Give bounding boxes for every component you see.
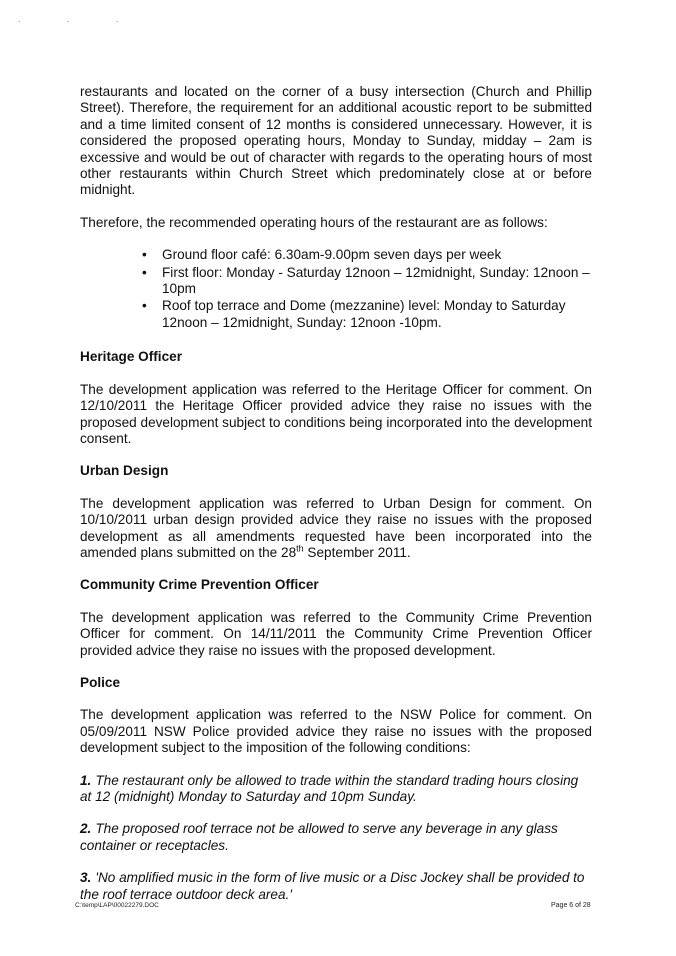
- bullet-icon: •: [142, 264, 147, 280]
- urban-design-text-end: September 2011.: [303, 544, 411, 560]
- list-item: [142, 247, 592, 263]
- urban-design-text: The development application was referred to Urban Design for comment. On 10/10/2011 urban design provided advice they raise no issues with the proposed development as all amendments requested have been incorporated into the amended plans submitted on the 28: [80, 495, 592, 560]
- urban-design-heading: Urban Design: [80, 463, 169, 479]
- crime-prevention-body: The development application was referred to the Community Crime Prevention Officer for comment. On 14/11/2011 the Community Crime Prevention Officer provided advice they raise no issues with the proposed development.: [80, 609, 592, 658]
- police-condition: [80, 821, 592, 854]
- list-item: [142, 265, 592, 298]
- condition-number: 1.: [80, 772, 92, 788]
- bullet-icon: •: [142, 247, 147, 263]
- bullet-icon: •: [142, 298, 147, 314]
- police-heading: Police: [80, 674, 121, 690]
- police-condition: [80, 773, 592, 806]
- police-condition: [80, 870, 592, 903]
- condition-text: 'No amplified music in the form of live music or a Disc Jockey shall be provided to the roof terrace outdoor deck area.': [80, 870, 585, 902]
- condition-text: The restaurant only be allowed to trade within the standard trading hours closing at 12 (midnight) Monday to Saturday and 10pm Sunday.: [80, 772, 579, 804]
- footer-file-path: C:\temp\LAP\00022279.DOC: [75, 902, 159, 909]
- crime-prevention-heading: Community Crime Prevention Officer: [80, 577, 319, 593]
- recommended-hours-intro: Therefore, the recommended operating hours of the restaurant are as follows:: [80, 214, 548, 230]
- list-item-text: Roof top terrace and Dome (mezzanine) level: Monday to Saturday 12noon – 12midnight, Sunday: 12noon -10pm.: [162, 298, 566, 330]
- police-body: The development application was referred to the NSW Police for comment. On 05/09/2011 NSW Police provided advice they raise no issues with the proposed development subject to the imposition of the following conditions:: [80, 707, 592, 756]
- list-item-text: Ground floor café: 6.30am-9.00pm seven days per week: [162, 247, 502, 263]
- footer-page-number: Page 6 of 28: [551, 902, 591, 909]
- list-item-text: First floor: Monday - Saturday 12noon – 12midnight, Sunday: 12noon – 10pm: [162, 264, 590, 297]
- condition-number: 3.: [80, 870, 92, 886]
- list-item: [142, 298, 592, 331]
- document-page: [80, 84, 592, 919]
- scan-marks: . . .: [18, 14, 141, 24]
- heritage-body: The development application was referred to the Heritage Officer for comment. On 12/10/2011 the Heritage Officer provided advice they raise no issues with the proposed development subject to conditions being incorporated into the development consent.: [80, 381, 592, 446]
- ordinal-suffix: th: [296, 543, 304, 554]
- condition-text: The proposed roof terrace not be allowed to serve any beverage in any glass container or receptacles.: [80, 821, 558, 853]
- heritage-heading: Heritage Officer: [80, 349, 182, 365]
- urban-design-body: [80, 496, 592, 562]
- condition-number: 2.: [80, 821, 92, 837]
- intro-paragraph: restaurants and located on the corner of a busy intersection (Church and Phillip Street). Therefore, the requirement for an additional acoustic report to be submitted and a time limited consent of 12 months is considered unnecessary. However, it is considered the proposed operating hours, Monday to Sunday, midday – 2am is excessive and would be out of character with regards to the operating hours of most other restaurants within Church Street which predominately close at or before midnight.: [80, 84, 592, 198]
- operating-hours-list: [80, 247, 592, 331]
